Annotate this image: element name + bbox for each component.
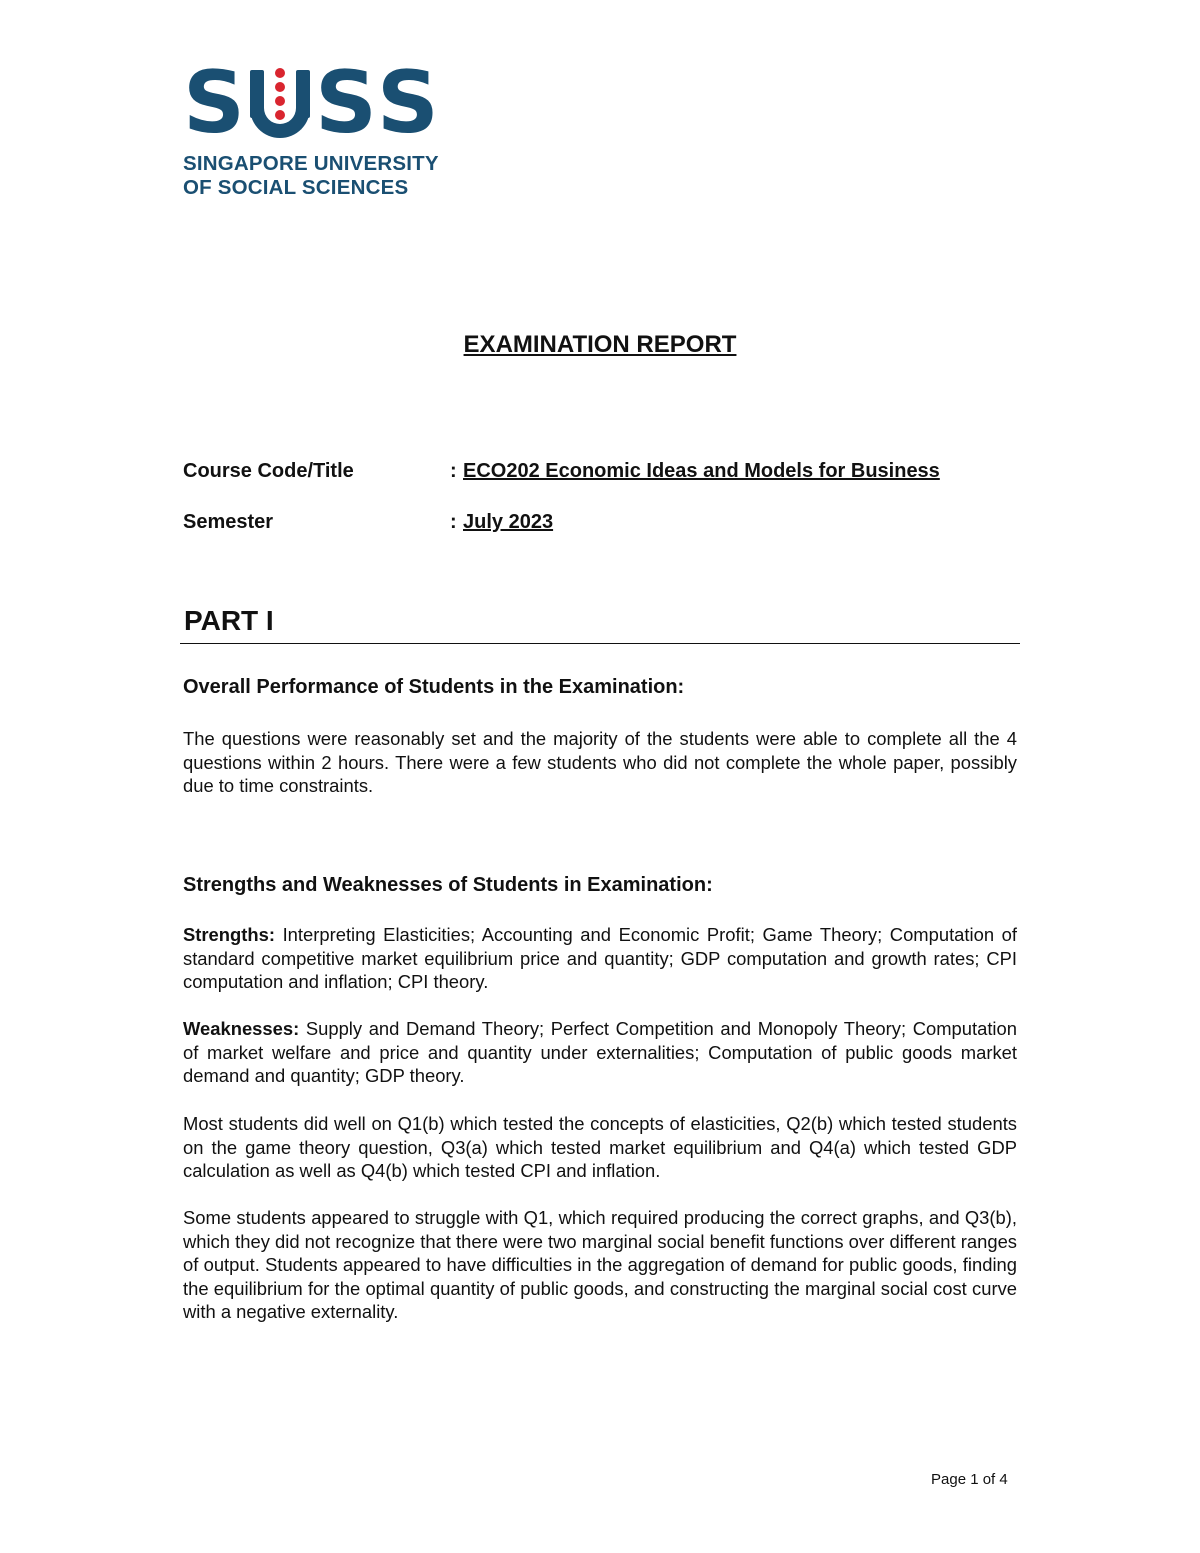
weaknesses-text: Supply and Demand Theory; Perfect Competition and Monopoly Theory; Computation of market welfare and price and quantity under externalities; Computation of public goods market demand and quantity; GDP theory. xyxy=(183,1018,1017,1086)
strengths-text: Interpreting Elasticities; Accounting and Economic Profit; Game Theory; Computation of standard competitive market equilibrium price and quantity; GDP computation and growth rates; CPI computation and inflation; CPI theory. xyxy=(183,924,1017,992)
strengths-weaknesses-heading: Strengths and Weaknesses of Students in Examination: xyxy=(183,874,713,896)
semester-colon: : xyxy=(450,511,457,533)
did-well-paragraph: Most students did well on Q1(b) which tested the concepts of elasticities, Q2(b) which tested students on the game theory question, Q3(a) which tested market equilibrium and Q4(a) which tested GDP calculation as well as Q4(b) which tested CPI and inflation. xyxy=(183,1113,1017,1181)
logo-letter-s: S xyxy=(183,53,245,153)
course-value: ECO202 Economic Ideas and Models for Business xyxy=(463,460,940,482)
logo-wordmark xyxy=(183,53,453,153)
weaknesses-label: Weaknesses: xyxy=(183,1018,300,1039)
course-label: Course Code/Title xyxy=(183,460,354,482)
semester-value: July 2023 xyxy=(463,511,554,533)
course-colon: : xyxy=(450,460,457,482)
part-heading: PART I xyxy=(184,605,274,636)
logo-letter-s: S xyxy=(376,53,439,153)
logo-university-line1: SINGAPORE UNIVERSITY xyxy=(183,152,439,175)
weaknesses-paragraph xyxy=(183,1017,1017,1088)
page-number: Page 1 of 4 xyxy=(931,1471,1008,1488)
suss-logo xyxy=(183,53,453,200)
logo-university-line2: OF SOCIAL SCIENCES xyxy=(183,176,409,199)
strengths-paragraph xyxy=(183,923,1017,994)
struggle-paragraph: Some students appeared to struggle with Q1, which required producing the correct graphs, and Q3(b), which they did not recognize that there were two marginal social benefit functions over different ranges of output. Students appeared to have difficulties in the aggregation of demand for public goods, finding the equilibrium for the optimal quantity of public goods, and constructing the marginal social cost curve with a negative externality. xyxy=(183,1207,1017,1322)
logo-letter-s: S xyxy=(314,53,377,153)
report-title: EXAMINATION REPORT xyxy=(463,331,737,358)
strengths-label: Strengths: xyxy=(183,924,275,945)
semester-label: Semester xyxy=(183,511,274,533)
part-divider xyxy=(180,643,1020,644)
overall-heading: Overall Performance of Students in the Examination: xyxy=(183,676,685,698)
logo-letter-u-icon xyxy=(247,62,313,144)
overall-paragraph: The questions were reasonably set and the majority of the students were able to complete all the 4 questions within 2 hours. There were a few students who did not complete the whole paper, possibly due to time constraints. xyxy=(183,728,1017,796)
